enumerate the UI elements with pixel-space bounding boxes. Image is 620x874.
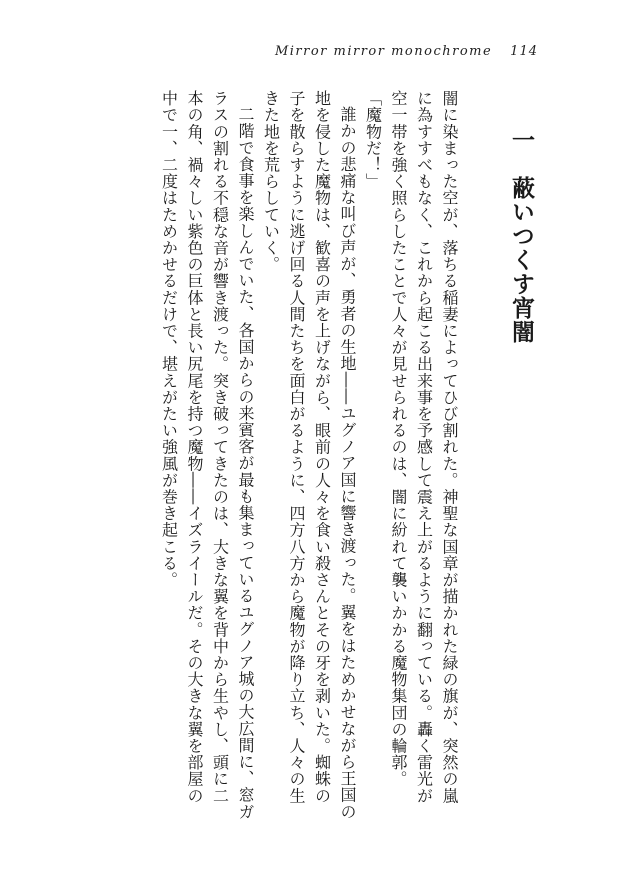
running-header	[275, 44, 538, 66]
paragraph: 誰かの悲痛な叫び声が、勇者の生地――ユグノア国に響き渡った。翼をはためかせながら王国の地を侵した魔物は、歓喜の声を上げながら、眼前の人々を食い殺さんとその牙を剥いた。蜘蛛の子を散らすように逃げ回る人間たちを面白がるように、四方八方から魔物が降り立ち、人々の生きた地を荒らしていく。	[261, 90, 357, 820]
chapter-title: 蔽いつくす宵闇	[508, 176, 535, 344]
running-title: Mirror mirror monochrome	[274, 44, 493, 59]
body-text	[104, 90, 462, 820]
paragraph: 二階で食事を楽しんでいた、各国からの来賓客が最も集まっているユグノア城の大広間に、窓ガラスの割れる不穏な音が響き渡った。突き破ってきたのは、大きな翼を背中から生やし、頭に二本の角、禍々しい紫色の巨体と長い尻尾を持つ魔物――イズライールだ。その大きな翼を部屋の中で一、二度はためかせるだけで、堪えがたい強風が巻き起こる。	[159, 90, 255, 820]
dialogue-line: 「魔物だ！」	[363, 90, 383, 190]
chapter-number: 一	[508, 128, 535, 152]
paragraph: 闇に染まった空が、落ちる稲妻によってひび割れた。神聖な国章が描かれた緑の旗が、突然の嵐に為すすべもなく、これから起こる出来事を予感して震え上がるように翻っている。轟く雷光が空一帯を強く照らしたことで人々が見せられるのは、闇に紛れて襲いかかる魔物集団の輪郭。	[389, 90, 459, 804]
chapter-heading	[498, 128, 544, 388]
page-number: 114	[510, 44, 538, 59]
